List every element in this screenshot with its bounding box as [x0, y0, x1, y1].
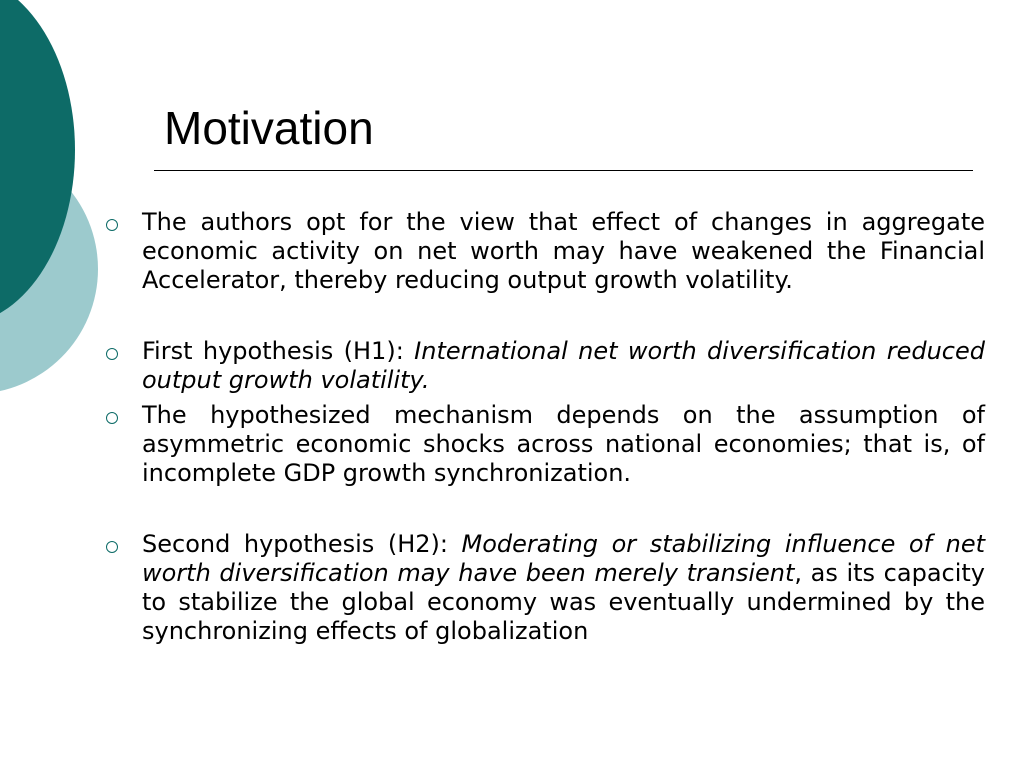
hollow-circle-icon: [106, 348, 118, 360]
bullet-item-1: [106, 208, 985, 295]
hollow-circle-icon: [106, 412, 118, 424]
title-underline: [154, 170, 973, 171]
bullet-item-3: [106, 401, 985, 488]
bullet-lead: First hypothesis (H1):: [142, 337, 415, 365]
slide-title: Motivation: [164, 102, 374, 154]
bullet-item-4: [106, 530, 985, 646]
bullet-text: The hypothesized mechanism depends on the assumption of asymmetric economic shocks across national economies; that is, of incomplete GDP growth synchronization.: [142, 401, 985, 487]
bullet-list: [106, 208, 985, 646]
hollow-circle-icon: [106, 541, 118, 553]
bullet-text: The authors opt for the view that effect of changes in aggregate economic activity on net worth may have weakened the Financial Accelerator, thereby reducing output growth volatility.: [142, 208, 985, 294]
hollow-circle-icon: [106, 219, 118, 231]
bullet-emphasis: Moderating or stabilizing influence of net worth diversification may have been merely transient: [142, 530, 985, 587]
bullet-emphasis: International net worth diversification reduced output growth volatility.: [142, 337, 985, 394]
bullet-trail: , as its capacity to stabilize the global economy was eventually undermined by the synchronizing effects of globalization: [142, 559, 985, 645]
bullet-lead: Second hypothesis (H2):: [142, 530, 462, 558]
bullet-item-2: [106, 337, 985, 395]
